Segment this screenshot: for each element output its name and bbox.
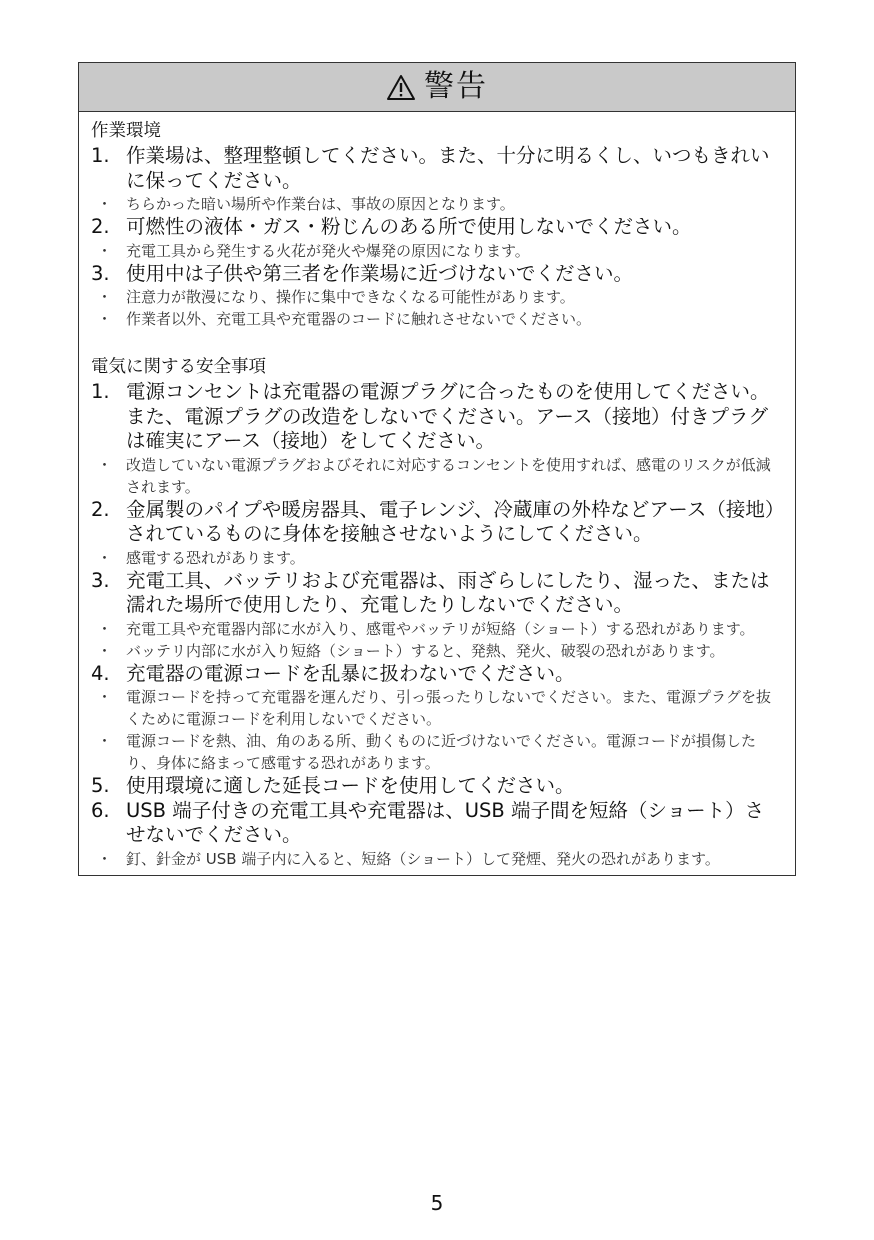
- item-text: 充電器の電源コードを乱暴に扱わないでください。: [126, 661, 575, 685]
- bullet-item: [91, 308, 783, 330]
- section-heading: 電気に関する安全事項: [91, 357, 266, 377]
- item-number: 1.: [91, 380, 110, 403]
- warning-triangle-icon: [386, 74, 416, 101]
- bullet-text: 充電工具から発生する火花が発火や爆発の原因になります。: [126, 241, 530, 260]
- item-number: 2.: [91, 497, 110, 521]
- numbered-item: [91, 215, 783, 240]
- bullet-marker: ・: [97, 241, 113, 260]
- bullet-item: [91, 286, 783, 308]
- bullet-text: 釘、針金が USB 端子内に入ると、短絡（ショート）して発煙、発火の恐れがあります。: [126, 849, 720, 868]
- bullet-marker: ・: [97, 310, 113, 328]
- bullet-marker: ・: [97, 288, 113, 306]
- item-text: 可燃性の液体・ガス・粉じんのある所で使用しないでください。: [126, 215, 692, 238]
- bullet-text: 電源コードを持って充電器を運んだり、引っ張ったりしないでください。また、電源プラグを抜くために電源コードを利用しないでください。: [126, 688, 772, 728]
- numbered-item: [91, 380, 783, 454]
- bullet-marker: ・: [97, 548, 113, 567]
- item-text: USB 端子付きの充電工具や充電器は、USB 端子間を短絡（ショート）させないでください。: [126, 798, 765, 846]
- bullet-item: [91, 686, 783, 730]
- warning-title: 警告: [424, 69, 488, 104]
- section-heading: 作業環境: [91, 121, 161, 141]
- bullet-item: [91, 640, 783, 662]
- item-text: 金属製のパイプや暖房器具、電子レンジ、冷蔵庫の外枠などアース（接地）されているものに身体を接触させないようにしてください。: [126, 497, 775, 545]
- bullet-item: [91, 730, 783, 774]
- bullet-text: 改造していない電源プラグおよびそれに対応するコンセントを使用すれば、感電のリスクが低減されます。: [126, 455, 771, 496]
- item-text: 充電工具、バッテリおよび充電器は、雨ざらしにしたり、湿った、または濡れた場所で使用したり、充電したりしないでください。: [126, 568, 770, 616]
- item-number: 5.: [91, 774, 110, 797]
- bullet-text: 注意力が散漫になり、操作に集中できなくなる可能性があります。: [126, 288, 575, 306]
- bullet-marker: ・: [97, 195, 113, 213]
- bullet-marker: ・: [97, 849, 113, 868]
- bullet-marker: ・: [97, 688, 113, 706]
- item-text: 使用中は子供や第三者を作業場に近づけないでください。: [126, 261, 634, 285]
- item-text: 電源コンセントは充電器の電源プラグに合ったものを使用してください。また、電源プラグの改造をしないでください。アース（接地）付きプラグは確実にアース（接地）をしてください。: [126, 380, 770, 452]
- bullet-text: バッテリ内部に水が入り短絡（ショート）すると、発熱、発火、破裂の恐れがあります。: [126, 641, 725, 660]
- item-text: 使用環境に適した延長コードを使用してください。: [126, 774, 575, 797]
- bullet-item: [91, 848, 783, 870]
- bullet-marker: ・: [97, 732, 113, 750]
- item-number: 3.: [91, 568, 110, 592]
- bullet-marker: ・: [97, 455, 113, 474]
- bullet-item: [91, 193, 783, 215]
- warning-content: [79, 112, 795, 875]
- bullet-text: 感電する恐れがあります。: [126, 548, 305, 567]
- bullet-marker: ・: [97, 641, 113, 660]
- bullet-text: ちらかった暗い場所や作業台は、事故の原因となります。: [126, 195, 515, 213]
- page-number: 5: [430, 1191, 444, 1215]
- item-number: 1.: [91, 144, 110, 167]
- numbered-item: [91, 569, 783, 618]
- bullet-text: 作業者以外、充電工具や充電器のコードに触れさせないでください。: [126, 310, 592, 328]
- bullet-item: [91, 618, 783, 640]
- bullet-item: [91, 547, 783, 569]
- item-text: 作業場は、整理整頓してください。また、十分に明るくし、いつもきれいに保ってください。: [126, 144, 770, 192]
- bullet-text: 電源コードを熱、油、角のある所、動くものに近づけないでください。電源コードが損傷したり、身体に絡まって感電する恐れがあります。: [126, 732, 757, 772]
- bullet-text: 充電工具や充電器内部に水が入り、感電やバッテリが短絡（ショート）する恐れがあります。: [126, 619, 755, 638]
- item-number: 4.: [91, 661, 110, 685]
- numbered-item: [91, 662, 783, 687]
- numbered-item: [91, 144, 783, 193]
- warning-box: [78, 62, 796, 876]
- numbered-item: [91, 799, 783, 848]
- bullet-item: [91, 240, 783, 262]
- item-number: 2.: [91, 215, 110, 238]
- warning-header: [79, 63, 795, 112]
- numbered-item: [91, 498, 783, 547]
- item-number: 3.: [91, 261, 110, 285]
- numbered-item: [91, 774, 783, 799]
- bullet-marker: ・: [97, 619, 113, 638]
- item-number: 6.: [91, 798, 110, 822]
- bullet-item: [91, 454, 783, 498]
- numbered-item: [91, 262, 783, 287]
